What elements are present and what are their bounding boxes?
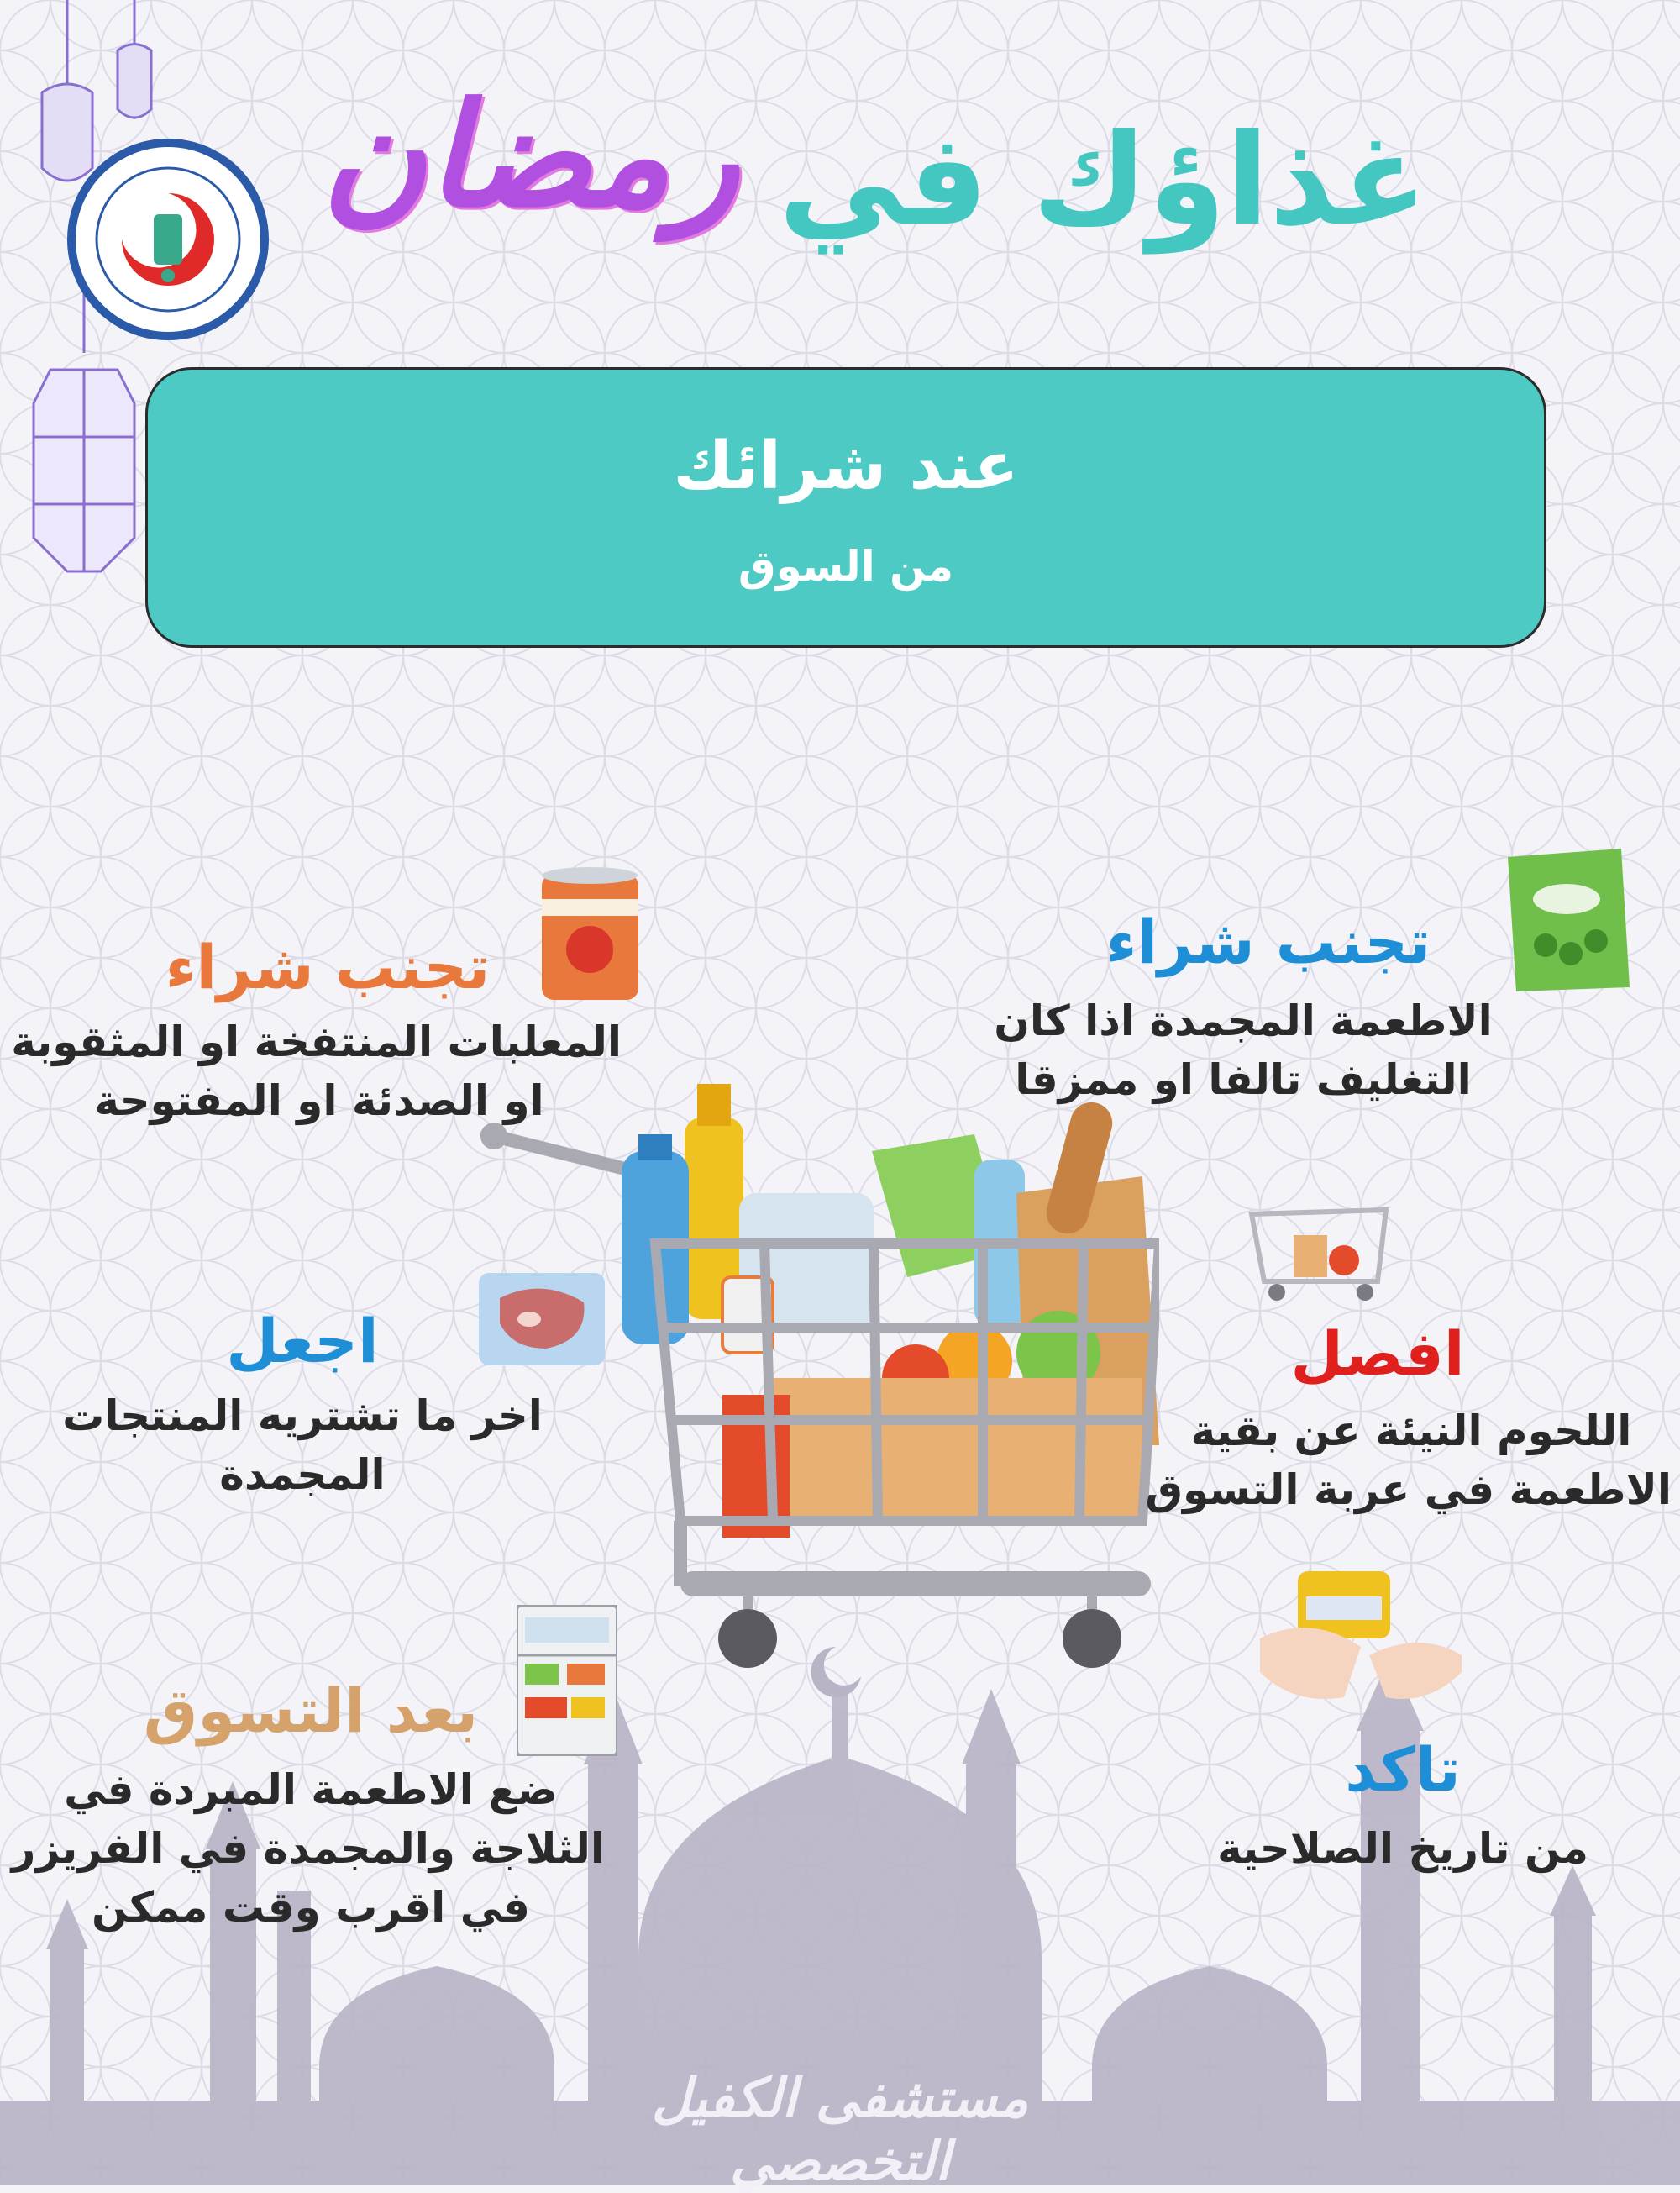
frozen-peas-bag-icon bbox=[1504, 849, 1630, 991]
hospital-logo bbox=[63, 134, 273, 344]
tip-cans-text bbox=[11, 1012, 622, 1130]
tip-last-heading: اجعل bbox=[226, 1306, 379, 1376]
tip-last-line-2: المجمدة bbox=[219, 1450, 386, 1499]
shopping-cart-small-icon bbox=[1243, 1202, 1394, 1302]
banner-title: عند شرائك bbox=[673, 429, 1019, 504]
page-title: غذاؤك في bbox=[778, 108, 1428, 254]
tip-last-line-1: اخر ما تشتريه المنتجات bbox=[62, 1391, 543, 1440]
tomato-can-icon bbox=[538, 865, 643, 1004]
intro-banner bbox=[145, 367, 1546, 648]
shopping-cart-icon bbox=[470, 1084, 1159, 1689]
tip-frozen-heading: تجنب شراء bbox=[1105, 907, 1431, 977]
tip-after-line-1: ضع الاطعمة المبردة في bbox=[64, 1765, 558, 1814]
tip-meat-text bbox=[1145, 1402, 1672, 1519]
tip-meat-heading: افصل bbox=[1290, 1318, 1465, 1389]
tip-last-text bbox=[50, 1386, 554, 1504]
ramadan-calligraphy: رمضان bbox=[321, 71, 739, 239]
tip-frozen-text bbox=[966, 991, 1520, 1109]
tip-after-line-2: الثلاجة والمجمدة في الفريزر bbox=[11, 1824, 605, 1873]
banner-subtitle: من السوق bbox=[738, 542, 954, 591]
tip-after-text bbox=[11, 1760, 605, 1937]
tip-frozen-line-2: التغليف تالفا او ممزقا bbox=[1015, 1055, 1472, 1104]
tip-expiry-heading: تاكد bbox=[1345, 1734, 1461, 1805]
tip-expiry-line-1: من تاريخ الصلاحية bbox=[1217, 1824, 1588, 1873]
meat-steak-icon bbox=[479, 1273, 605, 1365]
tip-after-line-3: في اقرب وقت ممكن bbox=[91, 1883, 531, 1932]
tip-meat-line-2: الاطعمة في عربة التسوق bbox=[1145, 1465, 1672, 1514]
tip-frozen-line-1: الاطعمة المجمدة اذا كان bbox=[994, 997, 1493, 1045]
fridge-icon bbox=[517, 1605, 617, 1756]
tip-meat-line-1: اللحوم النيئة عن بقية bbox=[1190, 1407, 1632, 1455]
tip-cans-line-2: او الصدئة او المفتوحة bbox=[94, 1076, 544, 1125]
tip-expiry-text bbox=[1176, 1819, 1630, 1878]
footer-calligraphy: مستشفى الكفيل التخصصي bbox=[651, 2067, 1029, 2193]
tip-cans-line-1: المعلبات المنتفخة او المثقوبة bbox=[11, 1018, 622, 1066]
tip-cans-heading: تجنب شراء bbox=[165, 932, 491, 1002]
tip-after-heading: بعد التسوق bbox=[143, 1675, 479, 1746]
hands-holding-can-icon bbox=[1260, 1563, 1462, 1706]
